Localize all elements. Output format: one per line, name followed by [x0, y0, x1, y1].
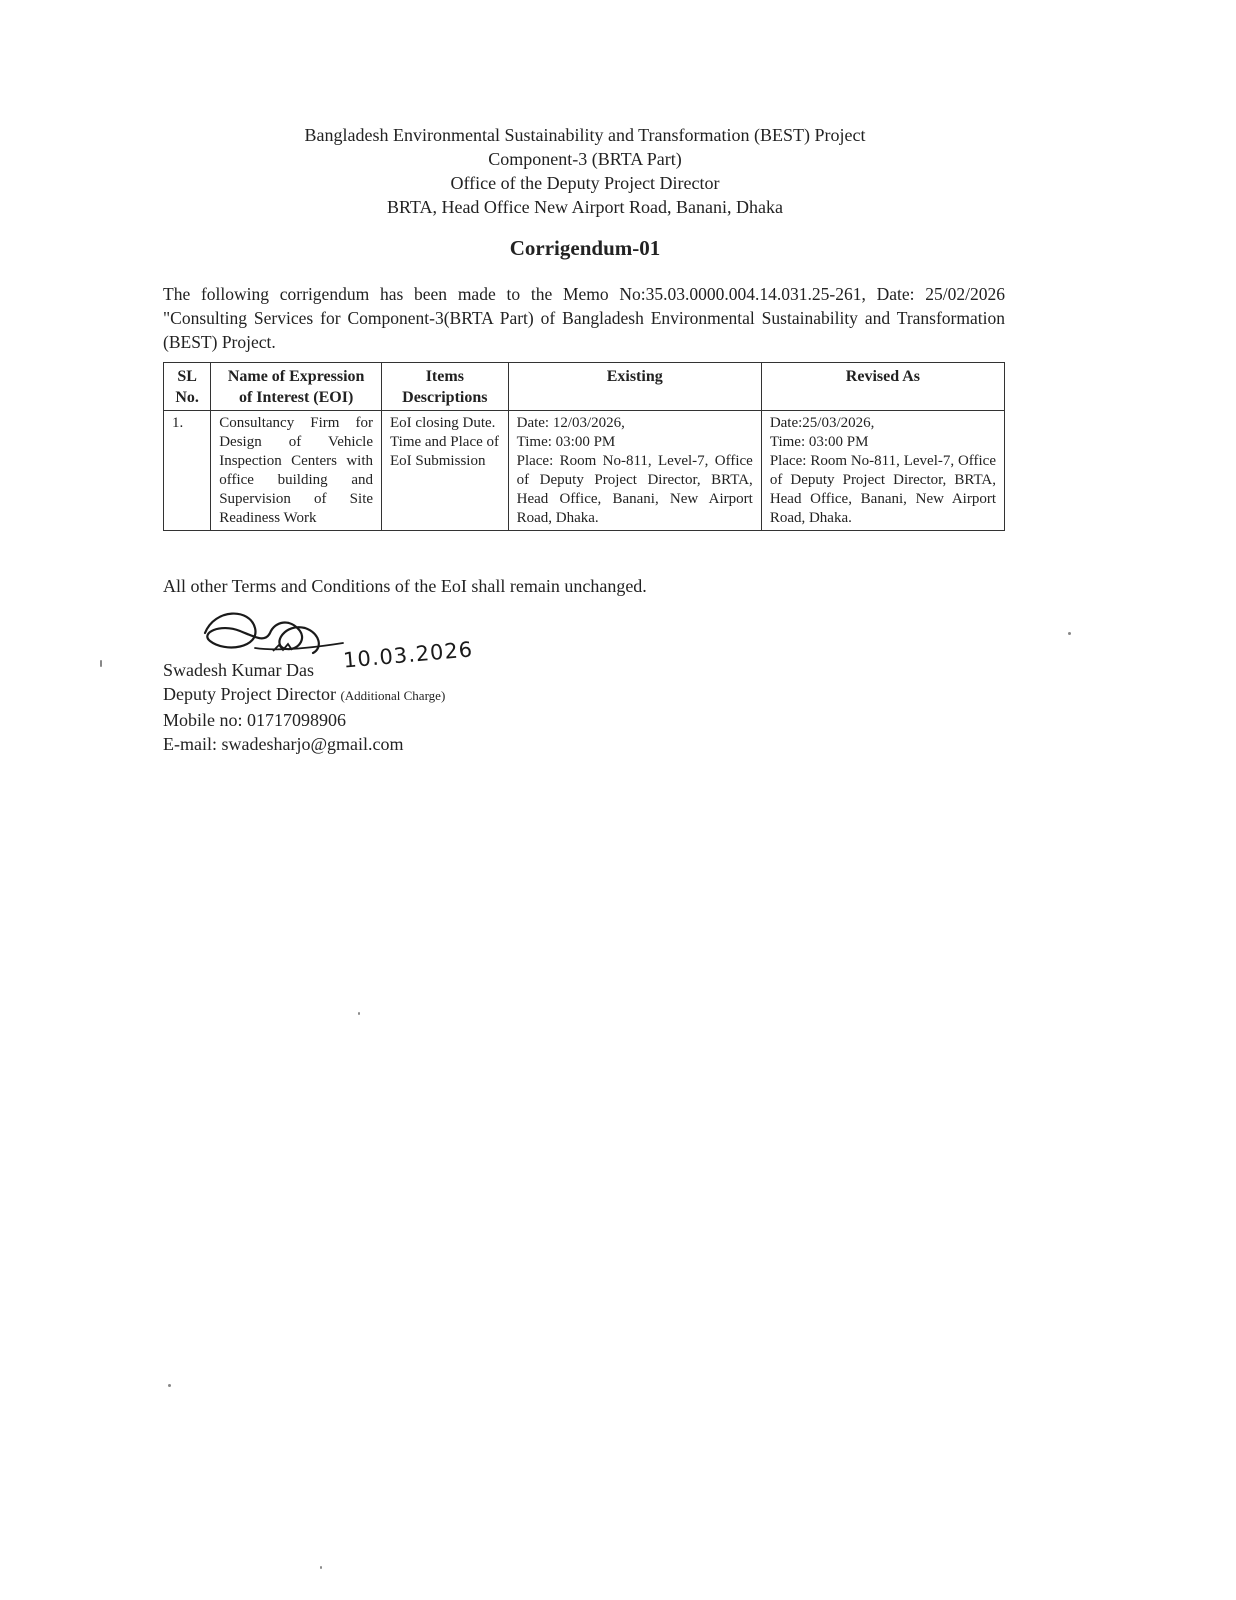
cell-sl: 1.	[164, 411, 211, 531]
cell-items: EoI closing Dute. Time and Place of EoI Submission	[382, 411, 509, 531]
scan-speck	[320, 1566, 322, 1569]
existing-date: Date: 12/03/2026,	[516, 415, 625, 431]
scan-speck	[358, 1012, 360, 1015]
header-name: Name of Expression of Interest (EOI)	[211, 363, 382, 411]
revised-date: Date:25/03/2026,	[769, 415, 875, 431]
existing-place: Place: Room No-811, Level-7, Office of Deputy Project Director, BRTA, Head Office, Banani, New Airport Road, Dhaka.	[516, 453, 753, 526]
designation-text: Deputy Project Director	[163, 684, 336, 704]
table-row	[164, 411, 1005, 531]
corrigendum-table	[163, 362, 1005, 531]
revised-place: Place: Room No-811, Level-7, Office of Deputy Project Director, BRTA, Head Office, Banani, New Airport Road, Dhaka.	[769, 453, 996, 526]
signature-block	[163, 658, 445, 756]
cell-existing	[508, 411, 761, 531]
signatory-designation	[163, 682, 445, 708]
closing-note: All other Terms and Conditions of the EoI shall remain unchanged.	[163, 576, 647, 596]
cell-revised	[761, 411, 1004, 531]
header-project: Bangladesh Environmental Sustainability and Transformation (BEST) Project	[304, 125, 866, 145]
header-sl: SL No.	[164, 363, 211, 411]
header-address: BRTA, Head Office New Airport Road, Banani, Dhaka	[386, 197, 784, 217]
header-existing: Existing	[508, 363, 761, 411]
cell-name: Consultancy Firm for Design of Vehicle Inspection Centers with office building and Supervision of Site Readiness Work	[211, 411, 382, 531]
designation-note: (Additional Charge)	[340, 688, 446, 703]
scan-speck	[100, 660, 102, 667]
header-office: Office of the Deputy Project Director	[450, 173, 720, 193]
scan-speck	[168, 1384, 171, 1387]
document-title: Corrigendum-01	[509, 236, 661, 260]
signatory-name: Swadesh Kumar Das	[163, 660, 314, 680]
table-header-row	[164, 363, 1005, 411]
existing-time: Time: 03:00 PM	[516, 434, 616, 450]
header-revised: Revised As	[761, 363, 1004, 411]
header-component: Component-3 (BRTA Part)	[488, 149, 682, 169]
signatory-mobile: Mobile no: 01717098906	[163, 710, 346, 730]
handwritten-date: 10.03.2026	[342, 637, 475, 673]
scan-speck	[1068, 632, 1071, 635]
header-items: Items Descriptions	[382, 363, 509, 411]
letterhead	[0, 123, 1170, 219]
revised-time: Time: 03:00 PM	[769, 434, 869, 450]
intro-paragraph: The following corrigendum has been made to the Memo No:35.03.0000.004.14.031.25-261, Date: 25/02/2026 "Consulting Services for Component-3(BRTA Part) of Bangladesh Environmental Sustainability and Transformation (BEST) Project.	[163, 284, 1005, 352]
signatory-email: E-mail: swadesharjo@gmail.com	[163, 734, 404, 754]
